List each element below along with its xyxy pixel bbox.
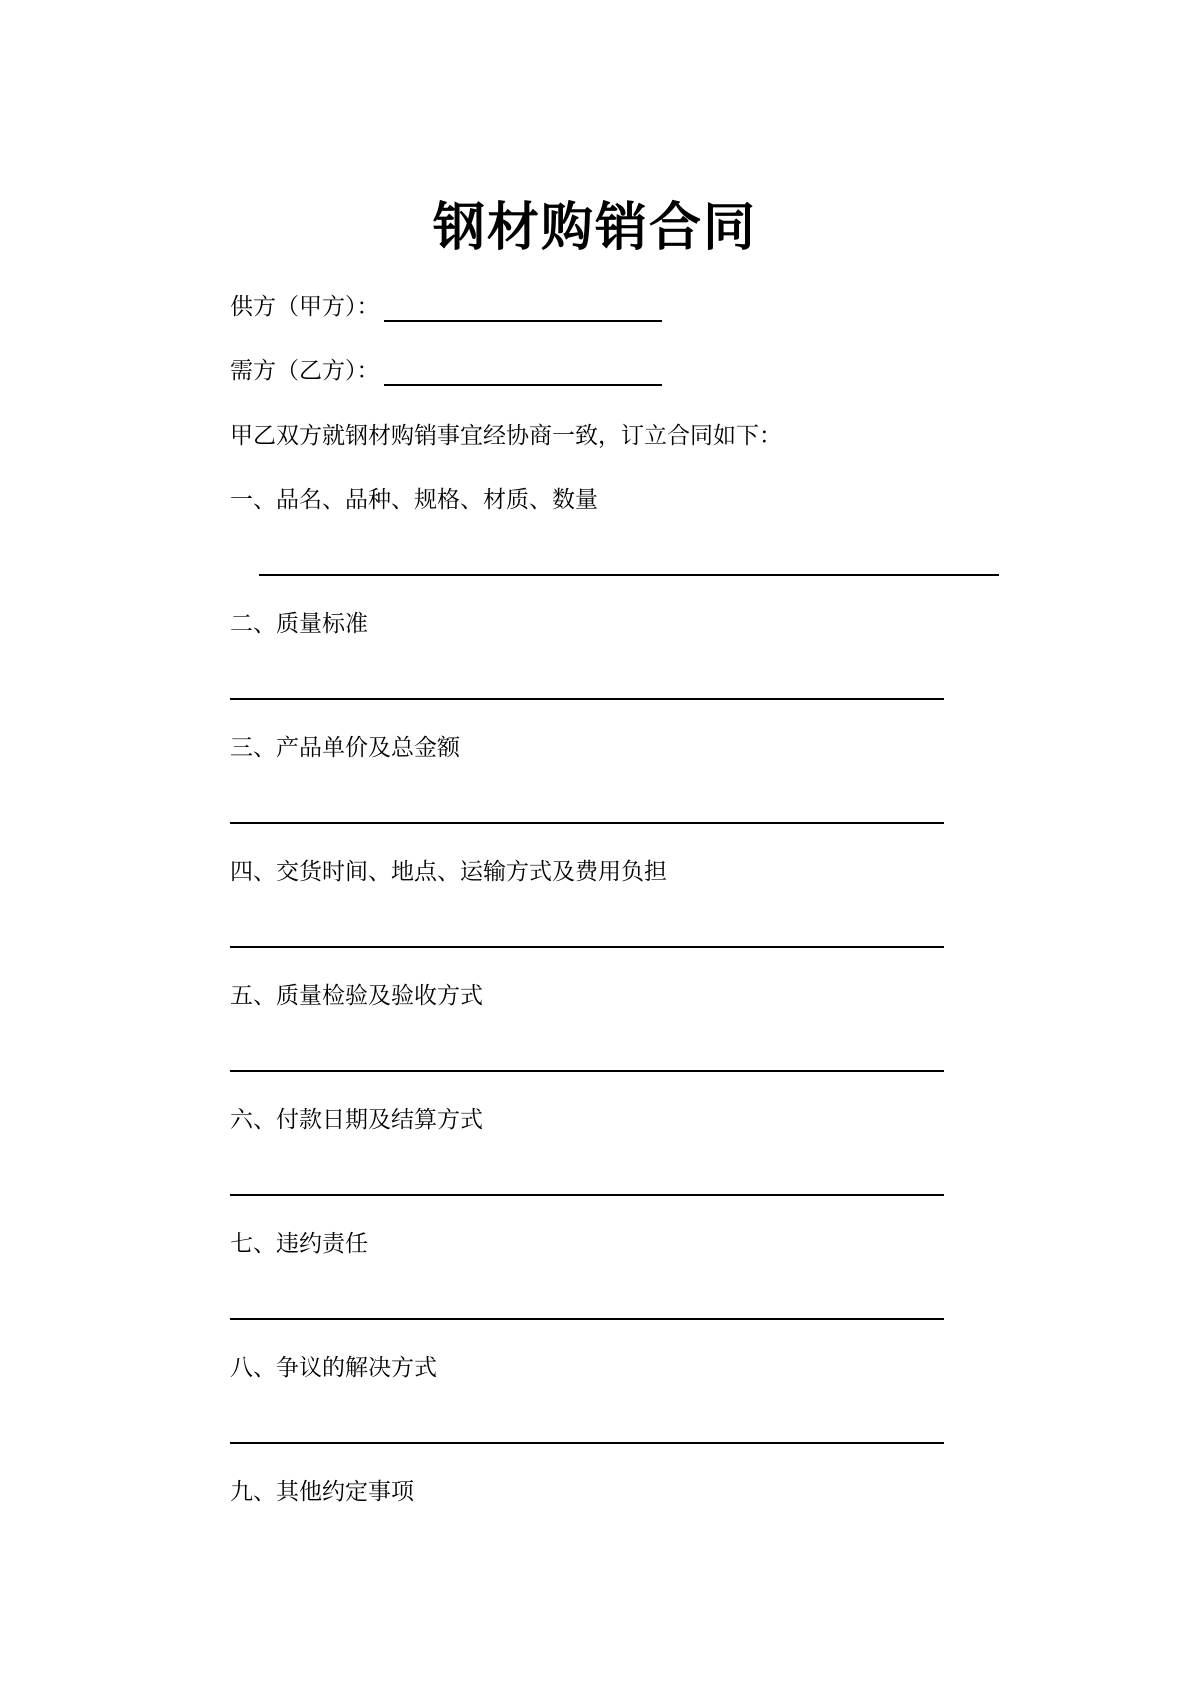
buyer-row [230,356,662,386]
section-heading-2: 二、质量标准 [230,611,368,637]
buyer-blank-line[interactable] [384,360,662,386]
section-heading-1: 一、品名、品种、规格、材质、数量 [230,487,598,513]
section-2-blank-line[interactable] [230,698,944,700]
section-heading-9: 九、其他约定事项 [230,1479,414,1505]
section-5-blank-line[interactable] [230,1070,944,1072]
section-8-blank-line[interactable] [230,1442,944,1444]
section-heading-7: 七、违约责任 [230,1231,368,1257]
buyer-label: 需方（乙方）： [230,358,380,384]
page-title: 钢材购销合同 [432,198,757,258]
section-heading-6: 六、付款日期及结算方式 [230,1107,483,1133]
section-3-blank-line[interactable] [230,822,944,824]
intro-text: 甲乙双方就钢材购销事宜经协商一致，订立合同如下： [230,423,782,449]
section-6-blank-line[interactable] [230,1194,944,1196]
section-heading-3: 三、产品单价及总金额 [230,735,460,761]
section-heading-4: 四、交货时间、地点、运输方式及费用负担 [230,859,667,885]
section-1-blank-line[interactable] [259,574,999,576]
supplier-label: 供方（甲方）： [230,294,380,320]
section-heading-5: 五、质量检验及验收方式 [230,983,483,1009]
supplier-row [230,292,662,322]
supplier-blank-line[interactable] [384,296,662,322]
section-heading-8: 八、争议的解决方式 [230,1355,437,1381]
section-7-blank-line[interactable] [230,1318,944,1320]
section-4-blank-line[interactable] [230,946,944,948]
